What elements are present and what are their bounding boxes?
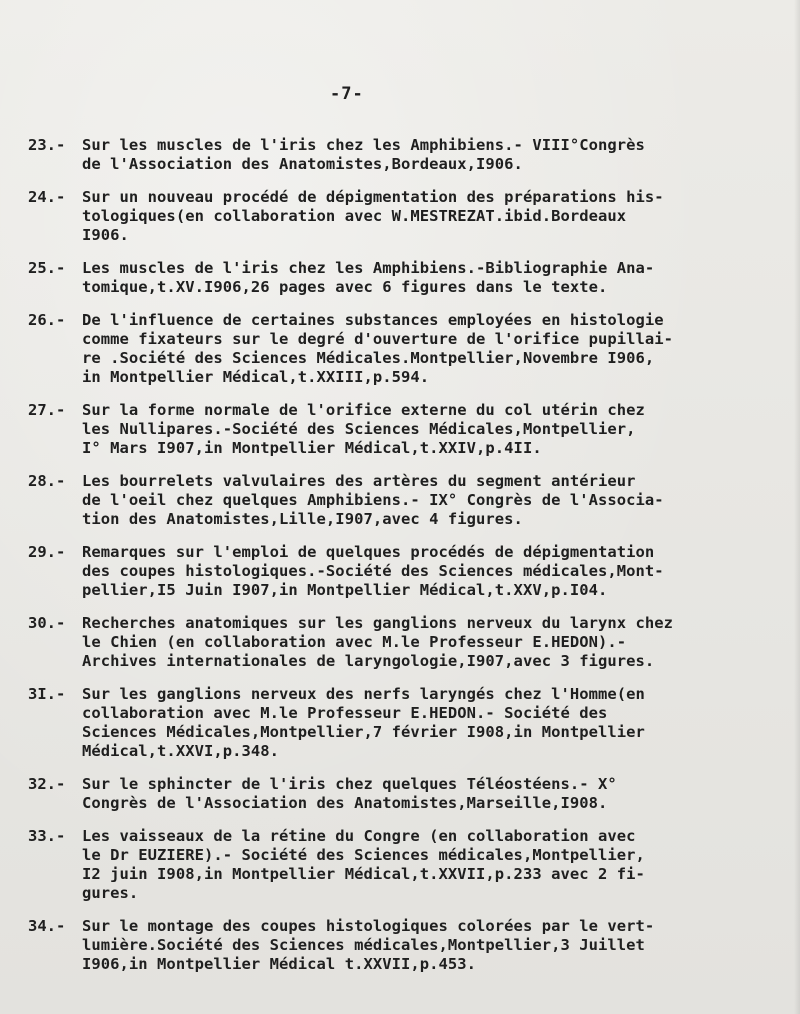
entry-text: Sur un nouveau procédé de dépigmentation des préparations his- tologiques(en collaboration avec W.MESTREZAT.ibid.Bordeaux I906. <box>82 188 664 244</box>
entry-text: Sur la forme normale de l'orifice externe du col utérin chez les Nullipares.-Société des Sciences Médicales,Montpellier, I° Mars I907,in Montpellier Médical,t.XXIV,p.4II. <box>82 401 645 457</box>
entry-number: 23.- <box>28 136 66 154</box>
entry-text: Recherches anatomiques sur les ganglions nerveux du larynx chez le Chien (en collaboration avec M.le Professeur E.HEDON).- Archives internationales de laryngologie,I907,avec 3 figures. <box>82 614 674 670</box>
bibliography-entry <box>28 136 762 174</box>
bibliography-entry <box>28 543 762 600</box>
bibliography-entry <box>28 827 762 903</box>
bibliography-entry <box>28 259 762 297</box>
bibliography-list <box>28 136 762 988</box>
entry-text: Les vaisseaux de la rétine du Congre (en collaboration avec le Dr EUZIERE).- Société des Sciences médicales,Montpellier, I2 juin I908,in Montpellier Médical,t.XXVII,p.233 avec 2 fi- gures. <box>82 827 645 902</box>
page-number: -7- <box>330 84 364 104</box>
entry-number: 29.- <box>28 543 66 561</box>
entry-number: 34.- <box>28 917 66 935</box>
entry-text: Les bourrelets valvulaires des artères du segment antérieur de l'oeil chez quelques Amphibiens.- IX° Congrès de l'Associa- tion des Anatomistes,Lille,I907,avec 4 figures. <box>82 472 664 528</box>
entry-number: 30.- <box>28 614 66 632</box>
entry-number: 33.- <box>28 827 66 845</box>
entry-text: Les muscles de l'iris chez les Amphibiens.-Bibliographie Ana- tomique,t.XV.I906,26 pages avec 6 figures dans le texte. <box>82 259 655 296</box>
scan-edge-shadow <box>794 0 800 1014</box>
bibliography-entry <box>28 614 762 671</box>
bibliography-entry <box>28 685 762 761</box>
bibliography-entry <box>28 917 762 974</box>
entry-text: Remarques sur l'emploi de quelques procédés de dépigmentation des coupes histologiques.-Société des Sciences médicales,Mont- pellier,I5 Juin I907,in Montpellier Médical,t.XXV,p.I04. <box>82 543 664 599</box>
entry-number: 25.- <box>28 259 66 277</box>
entry-number: 28.- <box>28 472 66 490</box>
entry-number: 27.- <box>28 401 66 419</box>
entry-number: 26.- <box>28 311 66 329</box>
bibliography-entry <box>28 188 762 245</box>
entry-number: 24.- <box>28 188 66 206</box>
entry-text: Sur les muscles de l'iris chez les Amphibiens.- VIII°Congrès de l'Association des Anatomistes,Bordeaux,I906. <box>82 136 645 173</box>
bibliography-entry <box>28 311 762 387</box>
entry-number: 3I.- <box>28 685 66 703</box>
entry-text: Sur le sphincter de l'iris chez quelques Téléostéens.- X° Congrès de l'Association des Anatomistes,Marseille,I908. <box>82 775 617 812</box>
bibliography-entry <box>28 775 762 813</box>
bibliography-entry <box>28 472 762 529</box>
bibliography-entry <box>28 401 762 458</box>
entry-text: Sur le montage des coupes histologiques colorées par le vert- lumière.Société des Sciences médicales,Montpellier,3 Juillet I906,in Montpellier Médical t.XXVII,p.453. <box>82 917 655 973</box>
entry-text: De l'influence de certaines substances employées en histologie comme fixateurs sur le degré d'ouverture de l'orifice pupillai- re .Société des Sciences Médicales.Montpellier,Novembre I906, in Montpellier Médical,t.XXIII,p.594. <box>82 311 674 386</box>
entry-number: 32.- <box>28 775 66 793</box>
entry-text: Sur les ganglions nerveux des nerfs laryngés chez l'Homme(en collaboration avec M.le Professeur E.HEDON.- Société des Sciences Médicales,Montpellier,7 février I908,in Montpellier Médical,t.XXVI,p.348. <box>82 685 645 760</box>
